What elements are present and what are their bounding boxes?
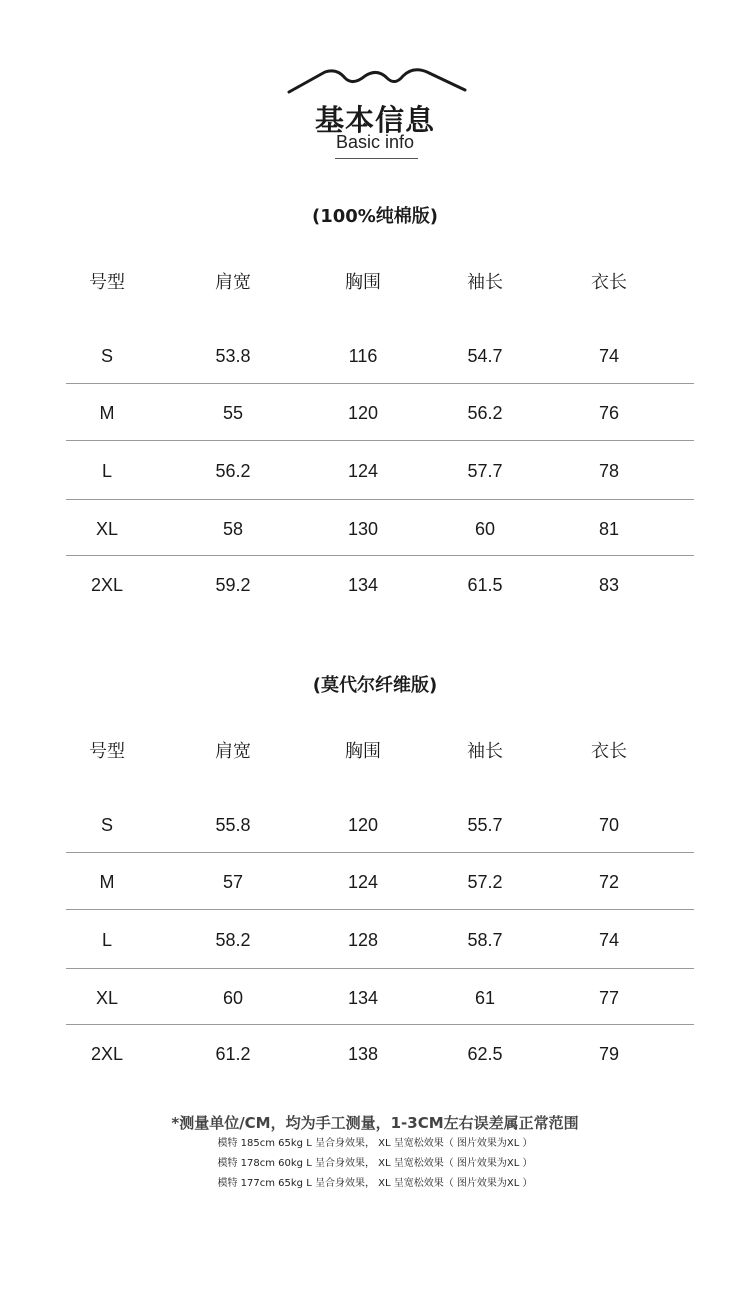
value-cell: 57 (222, 872, 244, 892)
title-underline (335, 158, 418, 159)
size-cell: S (100, 815, 113, 835)
row-divider (66, 555, 694, 556)
table-row (66, 925, 694, 955)
column-header: 肩宽 (215, 741, 251, 762)
value-cell: 56.2 (215, 461, 251, 481)
column-header: 肩宽 (215, 272, 251, 293)
value-cell: 55.7 (467, 815, 503, 835)
value-cell: 56.2 (467, 403, 503, 423)
table-row (66, 1039, 694, 1069)
size-cell: S (100, 346, 113, 366)
value-cell: 61.5 (467, 575, 503, 595)
value-cell: 79 (598, 1044, 620, 1064)
value-cell: 130 (347, 519, 379, 539)
value-cell: 83 (598, 575, 620, 595)
column-header: 袖长 (467, 272, 503, 293)
model-note: 模特 178cm 60kg L 呈合身效果， XL 呈宽松效果（ 图片效果为XL ） (217, 1158, 533, 1169)
value-cell: 62.5 (467, 1044, 503, 1064)
table-row (66, 983, 694, 1013)
row-divider (66, 909, 694, 910)
value-cell: 61.2 (215, 1044, 251, 1064)
value-cell: 134 (347, 988, 379, 1008)
value-cell: 70 (598, 815, 620, 835)
value-cell: 57.7 (467, 461, 503, 481)
size-cell: 2XL (90, 1044, 124, 1064)
value-cell: 55.8 (215, 815, 251, 835)
value-cell: 120 (347, 815, 379, 835)
column-header: 袖长 (467, 741, 503, 762)
column-header: 胸围 (345, 741, 381, 762)
table-row (66, 570, 694, 600)
value-cell: 60 (222, 988, 244, 1008)
value-cell: 77 (598, 988, 620, 1008)
value-cell: 128 (347, 930, 379, 950)
column-header: 衣长 (591, 272, 627, 293)
size-cell: XL (95, 519, 119, 539)
value-cell: 61 (474, 988, 496, 1008)
table-row (66, 810, 694, 840)
value-cell: 124 (347, 872, 379, 892)
value-cell: 74 (598, 930, 620, 950)
value-cell: 57.2 (467, 872, 503, 892)
row-divider (66, 968, 694, 969)
table-row (66, 867, 694, 897)
table-row (66, 341, 694, 371)
table-row (66, 456, 694, 486)
value-cell: 78 (598, 461, 620, 481)
column-header: 胸围 (345, 272, 381, 293)
value-cell: 54.7 (467, 346, 503, 366)
value-cell: 81 (598, 519, 620, 539)
value-cell: 76 (598, 403, 620, 423)
value-cell: 60 (474, 519, 496, 539)
value-cell: 120 (347, 403, 379, 423)
value-cell: 124 (347, 461, 379, 481)
value-cell: 116 (348, 346, 378, 366)
value-cell: 58.2 (215, 930, 251, 950)
model-note: 模特 177cm 65kg L 呈合身效果， XL 呈宽松效果（ 图片效果为XL ） (217, 1178, 533, 1189)
row-divider (66, 383, 694, 384)
table-header (66, 737, 694, 767)
value-cell: 138 (347, 1044, 379, 1064)
column-header: 号型 (89, 272, 125, 293)
page-title: 基本信息 (314, 103, 435, 137)
size-cell: M (99, 403, 115, 423)
value-cell: 58.7 (467, 930, 503, 950)
row-divider (66, 440, 694, 441)
size-cell: XL (95, 988, 119, 1008)
size-cell: M (99, 872, 115, 892)
page-subtitle: Basic info (335, 132, 415, 152)
model-note: 模特 185cm 65kg L 呈合身效果， XL 呈宽松效果（ 图片效果为XL ） (217, 1138, 533, 1149)
value-cell: 59.2 (215, 575, 251, 595)
column-header: 衣长 (591, 741, 627, 762)
section-title-modal: (莫代尔纤维版) (312, 675, 438, 696)
value-cell: 72 (598, 872, 620, 892)
measurement-note: *测量单位/CM，均为手工测量，1-3CM左右误差属正常范围 (171, 1114, 579, 1132)
table-header (66, 268, 694, 298)
value-cell: 134 (347, 575, 379, 595)
value-cell: 55 (222, 403, 244, 423)
section-title-cotton: (100%纯棉版) (311, 206, 439, 227)
row-divider (66, 499, 694, 500)
mountain-logo-icon (287, 64, 467, 96)
notes (0, 1112, 750, 1194)
column-header: 号型 (89, 741, 125, 762)
value-cell: 74 (598, 346, 620, 366)
size-cell: L (101, 461, 112, 481)
size-cell: L (101, 930, 112, 950)
row-divider (66, 1024, 694, 1025)
value-cell: 53.8 (215, 346, 251, 366)
table-row (66, 514, 694, 544)
size-cell: 2XL (90, 575, 124, 595)
row-divider (66, 852, 694, 853)
table-row (66, 398, 694, 428)
value-cell: 58 (222, 519, 244, 539)
